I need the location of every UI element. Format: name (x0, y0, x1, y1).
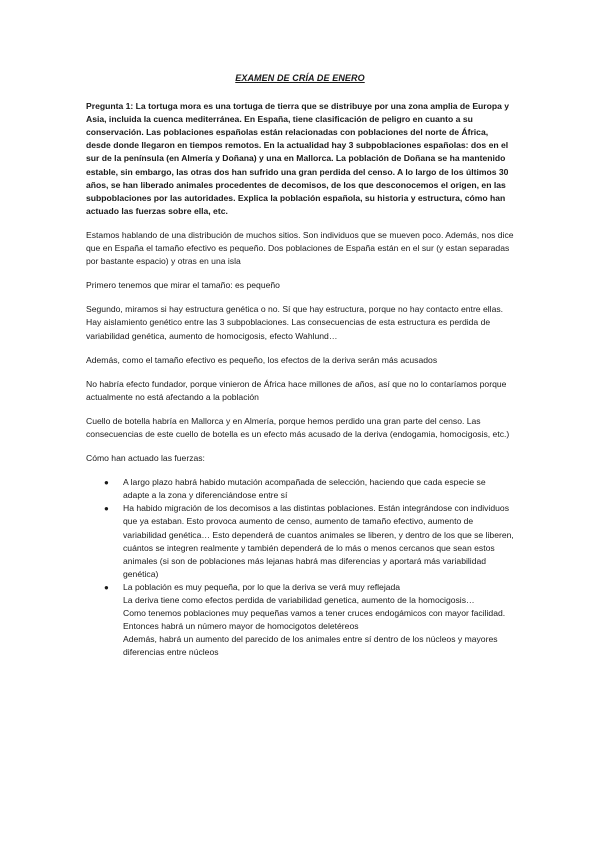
answer-paragraph-1: Estamos hablando de una distribución de muchos sitios. Son individuos que se mueven poco. Además, nos dice que en España el tamaño efectivo es pequeño. Dos poblaciones de España están en el sur (y estan separadas por bastante espacio) y otras en una isla (86, 229, 514, 267)
forces-list (86, 476, 514, 659)
list-item-text: Además, habrá un aumento del parecido de los animales entre sí dentro de los núcleos y mayores diferencias entre núcleos (123, 634, 498, 658)
list-item-text: La población es muy pequeña, por lo que la deriva se verá muy reflejada (123, 581, 401, 592)
bullet-icon: ● (104, 504, 109, 514)
answer-paragraph-5: No habría efecto fundador, porque vinieron de África hace millones de años, así que no lo contaríamos porque actualmente no está afectando a la población (86, 378, 507, 402)
document-title: EXAMEN DE CRÍA DE ENERO (235, 73, 365, 83)
question-text: Pregunta 1: La tortuga mora es una tortuga de tierra que se distribuye por una zona amplia de Europa y Asia, incluida la cuenca mediterránea. En España, tiene clasificación de peligro en cuanto a su conservación. Las poblaciones españolas están relacionadas con poblaciones del norte de África, desde donde llegaron en tiempos remotos. En la actualidad hay 3 subpoblaciones españolas: dos en el sur de la península (en Almería y Doñana) y una en Mallorca. La población de Doñana se ha mantenido estable, sin embargo, las otras dos han sufrido una gran perdida del censo. A lo largo de los últimos 30 años, se han liberado animales procedentes de decomisos, de los que desconocemos el origen, en las subpoblaciones por las autoridades. Explica la población española, su historia y estructura, cómo han actuado las fuerzas sobre ella, etc. (86, 101, 510, 216)
list-item-text: A largo plazo habrá habido mutación acompañada de selección, haciendo que cada especie se adapte a la zona y diferenciándose entre sí (123, 477, 486, 501)
list-item-text: Como tenemos poblaciones muy pequeñas vamos a tener cruces endogámicos con mayor facilidad. Entonces habrá un número mayor de homocigotos deletéreos (123, 608, 506, 632)
answer-paragraph-2: Primero tenemos que mirar el tamaño: es pequeño (86, 280, 280, 291)
answer-paragraph-3: Segundo, miramos si hay estructura genética o no. Sí que hay estructura, porque no hay contacto entre ellas. Hay aislamiento genético entre las 3 subpoblaciones. Las consecuencias de esta estructura es perdida de variabilidad genética, aumento de homocigosis, efecto Wahlund… (86, 304, 504, 341)
forces-list-item-drift (104, 581, 514, 660)
list-item-text: La deriva tiene como efectos perdida de variabilidad genetica, aumento de la homocigosis… (123, 595, 475, 605)
forces-list-item-mutation (104, 476, 514, 502)
forces-heading: Cómo han actuado las fuerzas: (86, 453, 205, 464)
forces-list-item-migration (104, 502, 514, 581)
list-item-text: Ha habido migración de los decomisos a las distintas poblaciones. Están integrándose con individuos que ya estaban. Esto provoca aumento de censo, aumento de tamaño efectivo, aumento de variabilidad genética… Esto dependerá de cuantos animales se liberen, y dentro de los que se liberen, cuántos se integren realmente y también dependerá de lo más o menos cercanos que sean estos animales (si son de poblaciones más lejanas habrá mas diferencias y aportará más variabilidad genética) (123, 503, 514, 579)
bullet-icon: ● (104, 582, 109, 592)
bullet-icon: ● (104, 478, 109, 488)
answer-paragraph-4: Además, como el tamaño efectivo es pequeño, los efectos de la deriva serán más acusados (86, 354, 438, 365)
answer-paragraph-6: Cuello de botella habría en Mallorca y en Almería, porque hemos perdido una gran parte del censo. Las consecuencias de este cuello de botella es un efecto más acusado de la deriva (endogamia, homocigosis, etc.) (86, 415, 510, 439)
